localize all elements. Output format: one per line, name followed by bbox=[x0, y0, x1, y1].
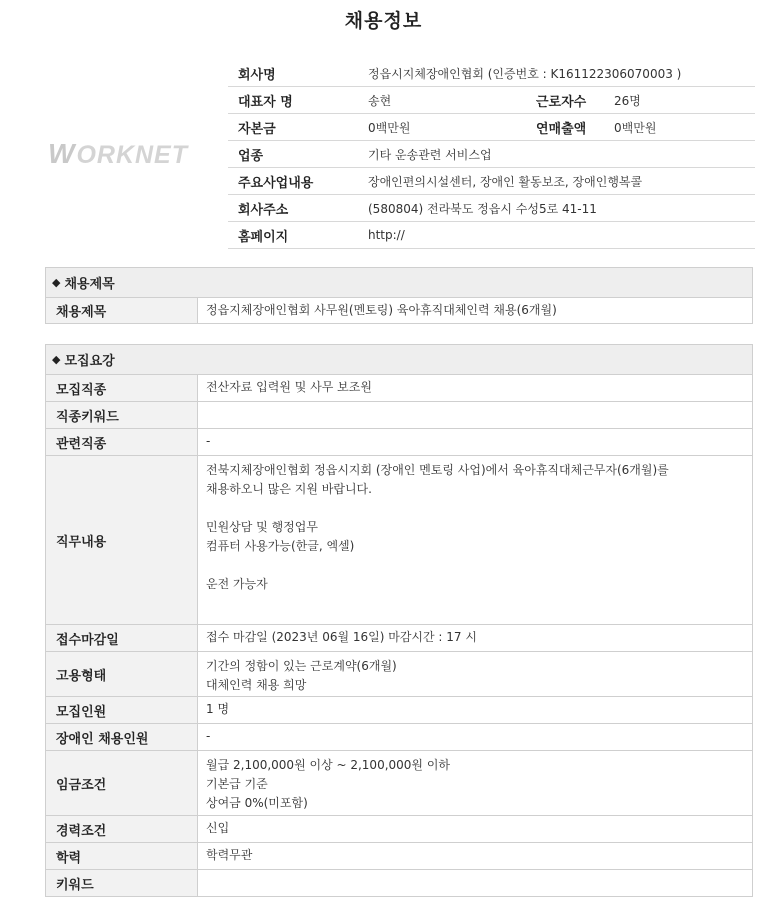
job-type-row bbox=[46, 375, 752, 402]
value-line: 전북지체장애인협회 정읍시지회 (장애인 멘토링 사업)에서 육아휴직대체근무자(6개월)를 bbox=[206, 463, 669, 477]
disabled-headcount-row bbox=[46, 724, 752, 751]
deadline-value bbox=[198, 625, 752, 651]
ceo-value: 송현 bbox=[368, 93, 392, 108]
recruit-rows bbox=[46, 375, 752, 897]
education-label: 학력 bbox=[46, 843, 198, 869]
employment-type-value bbox=[198, 652, 752, 696]
recruit-section-header bbox=[46, 345, 752, 375]
headcount-label: 모집인원 bbox=[46, 697, 198, 723]
homepage-label: 홈페이지 bbox=[238, 229, 289, 245]
capital-label: 자본금 bbox=[238, 121, 276, 137]
homepage-link[interactable]: http:// bbox=[368, 228, 405, 242]
capital-value: 0백만원 bbox=[368, 120, 411, 135]
value-line: 채용하오니 많은 지원 바랍니다. bbox=[206, 482, 372, 496]
page-title: 채용정보 bbox=[344, 10, 423, 32]
deadline-row bbox=[46, 625, 752, 652]
job-keyword-value bbox=[198, 402, 752, 428]
company-name-label: 회사명 bbox=[238, 67, 276, 83]
company-name-row bbox=[228, 60, 755, 87]
disabled-headcount-label: 장애인 채용인원 bbox=[46, 724, 198, 750]
headcount-row bbox=[46, 697, 752, 724]
company-name-value: 정읍시지체장애인협회 (인증번호 : K161122306070003 ) bbox=[368, 66, 682, 81]
job-title-value: 정읍지체장애인협회 사무원(멘토링) 육아휴직대체인력 채용(6개월) bbox=[206, 303, 557, 317]
value-line bbox=[206, 405, 744, 424]
related-job-label: 관련직종 bbox=[46, 429, 198, 455]
disabled-headcount-value bbox=[198, 724, 752, 750]
job-type-value bbox=[198, 375, 752, 401]
job-description-label: 직무내용 bbox=[46, 456, 198, 624]
keyword-row bbox=[46, 870, 752, 897]
value-line: 월급 2,100,000원 이상 ~ 2,100,000원 이하 bbox=[206, 758, 451, 772]
job-type-label: 모집직종 bbox=[46, 375, 198, 401]
address-value: (580804) 전라북도 정읍시 수성5로 41-11 bbox=[368, 201, 597, 216]
recruit-section-heading: 모집요강 bbox=[64, 354, 115, 369]
job-title-section-heading: 채용제목 bbox=[64, 277, 115, 292]
worknet-logo bbox=[48, 138, 208, 178]
business-label: 주요사업내용 bbox=[238, 175, 314, 191]
value-line: - bbox=[206, 434, 211, 448]
workers-label: 근로자수 bbox=[536, 94, 587, 110]
employment-type-row bbox=[46, 652, 752, 697]
career-row bbox=[46, 816, 752, 843]
value-line: 신입 bbox=[206, 821, 230, 835]
business-value: 장애인편의시설센터, 장애인 활동보조, 장애인행복콜 bbox=[368, 174, 643, 189]
value-line: 1 명 bbox=[206, 702, 230, 716]
ceo-label: 대표자 명 bbox=[238, 94, 293, 110]
worknet-logo-text: ORKNET bbox=[76, 141, 188, 169]
job-description-row bbox=[46, 456, 752, 625]
career-label: 경력조건 bbox=[46, 816, 198, 842]
diamond-icon: ◆ bbox=[52, 353, 61, 366]
keyword-value bbox=[198, 870, 752, 896]
industry-value: 기타 운송관련 서비스업 bbox=[368, 147, 492, 162]
value-line bbox=[206, 556, 744, 575]
value-line: 대체인력 채용 희망 bbox=[206, 678, 307, 692]
diamond-icon: ◆ bbox=[52, 276, 61, 289]
value-line: 컴퓨터 사용가능(한글, 엑셀) bbox=[206, 539, 355, 553]
related-job-value bbox=[198, 429, 752, 455]
value-line: 기본급 기준 bbox=[206, 777, 268, 791]
company-address-row bbox=[228, 195, 755, 222]
address-label: 회사주소 bbox=[238, 202, 289, 218]
value-line bbox=[206, 873, 744, 892]
sales-label: 연매출액 bbox=[536, 121, 587, 137]
job-title-section-header bbox=[46, 268, 752, 298]
education-value bbox=[198, 843, 752, 869]
company-info bbox=[228, 60, 755, 249]
company-ceo-row bbox=[228, 87, 755, 114]
sales-value: 0백만원 bbox=[614, 120, 657, 135]
value-line: 기간의 정함이 있는 근로계약(6개월) bbox=[206, 659, 397, 673]
job-title-row bbox=[46, 298, 752, 324]
job-title-label: 채용제목 bbox=[46, 298, 198, 323]
salary-label: 임금조건 bbox=[46, 751, 198, 815]
value-line bbox=[206, 499, 744, 518]
headcount-value bbox=[198, 697, 752, 723]
employment-type-label: 고용형태 bbox=[46, 652, 198, 696]
workers-value: 26명 bbox=[614, 93, 641, 108]
company-industry-row bbox=[228, 141, 755, 168]
value-line: 상여금 0%(미포함) bbox=[206, 796, 308, 810]
education-row bbox=[46, 843, 752, 870]
related-job-row bbox=[46, 429, 752, 456]
keyword-label: 키워드 bbox=[46, 870, 198, 896]
career-value bbox=[198, 816, 752, 842]
job-keyword-label: 직종키워드 bbox=[46, 402, 198, 428]
worknet-logo-mark: W bbox=[48, 138, 76, 169]
salary-value bbox=[198, 751, 752, 815]
value-line: - bbox=[206, 729, 211, 743]
value-line: 민원상담 및 행정업무 bbox=[206, 520, 318, 534]
job-keyword-row bbox=[46, 402, 752, 429]
salary-row bbox=[46, 751, 752, 816]
industry-label: 업종 bbox=[238, 148, 264, 164]
value-line: 운전 가능자 bbox=[206, 577, 268, 591]
deadline-label: 접수마감일 bbox=[46, 625, 198, 651]
company-homepage-row bbox=[228, 222, 755, 249]
job-title-section bbox=[45, 267, 753, 324]
value-line: 전산자료 입력원 및 사무 보조원 bbox=[206, 380, 372, 394]
company-business-row bbox=[228, 168, 755, 195]
recruit-section bbox=[45, 344, 753, 897]
job-description-value bbox=[198, 456, 752, 624]
value-line: 접수 마감일 (2023년 06월 16일) 마감시간 : 17 시 bbox=[206, 630, 477, 644]
value-line: 학력무관 bbox=[206, 848, 253, 862]
company-capital-row bbox=[228, 114, 755, 141]
